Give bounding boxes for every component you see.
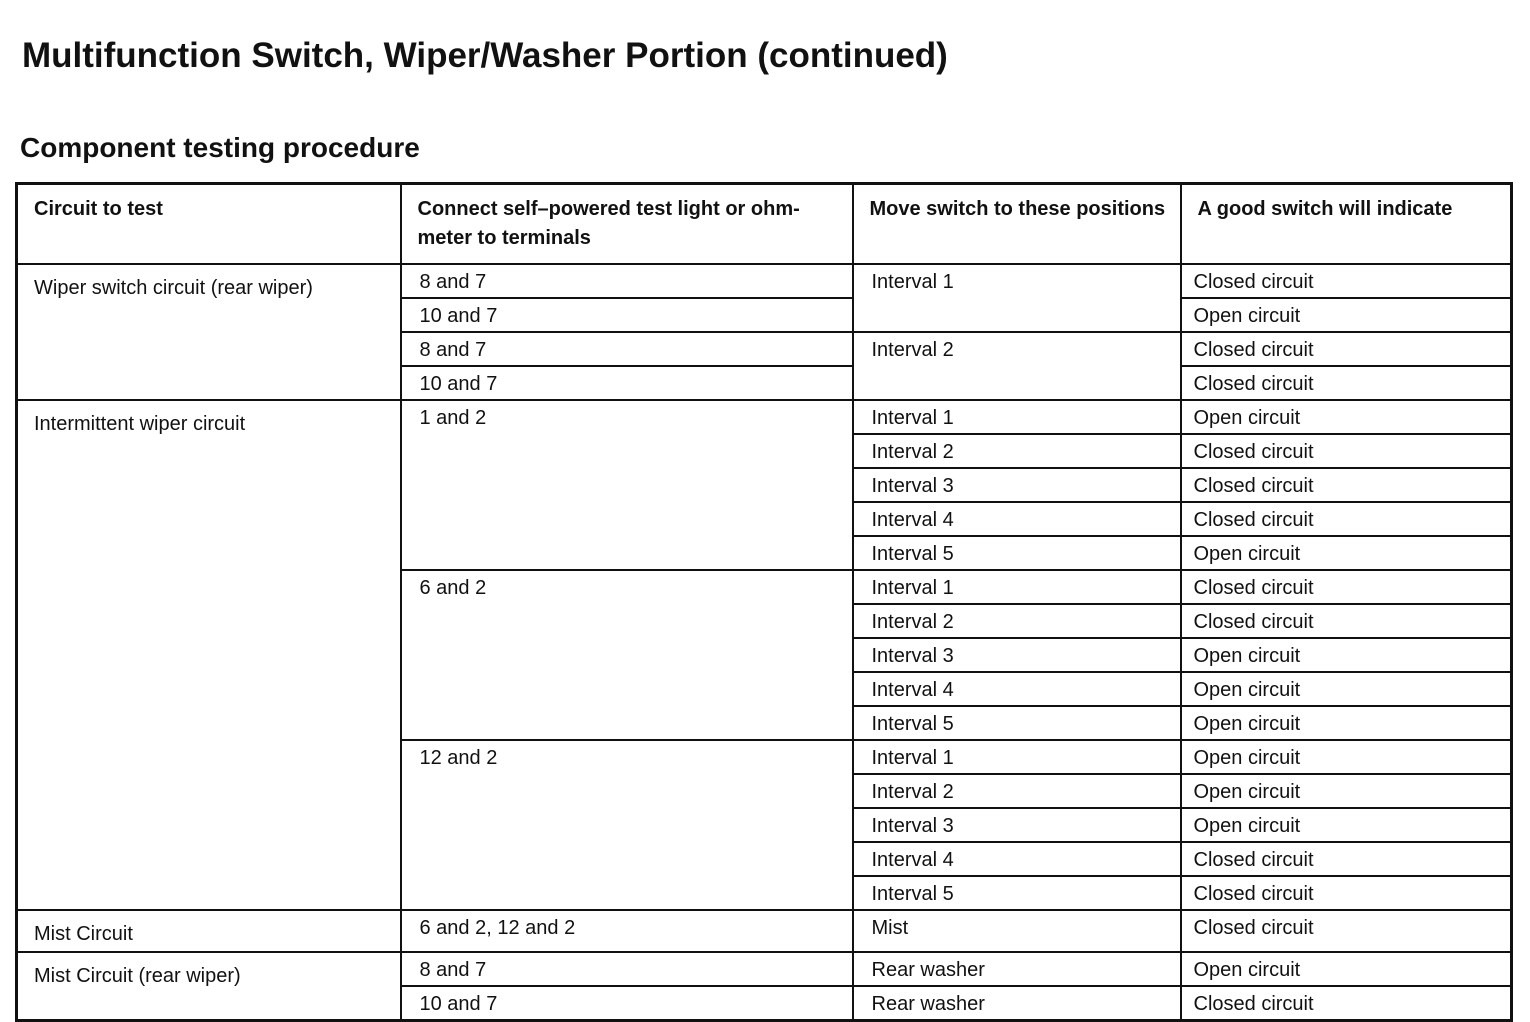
- position-cell: Interval 5: [853, 876, 1181, 910]
- terminals-cell: 10 and 7: [401, 986, 853, 1021]
- terminals-cell: 6 and 2: [401, 570, 853, 740]
- result-cell: Open circuit: [1181, 536, 1512, 570]
- terminals-cell: 8 and 7: [401, 264, 853, 298]
- result-cell: Closed circuit: [1181, 570, 1512, 604]
- result-cell: Open circuit: [1181, 774, 1512, 808]
- position-cell: Interval 1: [853, 740, 1181, 774]
- result-cell: Open circuit: [1181, 298, 1512, 332]
- table-row: [17, 264, 1512, 298]
- position-cell: Interval 3: [853, 808, 1181, 842]
- result-cell: Open circuit: [1181, 638, 1512, 672]
- result-cell: Open circuit: [1181, 808, 1512, 842]
- position-cell: Interval 3: [853, 468, 1181, 502]
- circuit-cell: Wiper switch circuit (rear wiper): [17, 264, 401, 400]
- result-cell: Closed circuit: [1181, 842, 1512, 876]
- position-cell: Interval 1: [853, 264, 1181, 332]
- table-row: [17, 952, 1512, 986]
- header-circuit: Circuit to test: [17, 184, 401, 265]
- result-cell: Closed circuit: [1181, 604, 1512, 638]
- circuit-cell: Mist Circuit (rear wiper): [17, 952, 401, 1021]
- result-cell: Closed circuit: [1181, 332, 1512, 366]
- terminals-cell: 10 and 7: [401, 366, 853, 400]
- header-position: Move switch to these positions: [853, 184, 1181, 265]
- position-cell: Interval 5: [853, 706, 1181, 740]
- circuit-cell: Mist Circuit: [17, 910, 401, 952]
- header-row: [17, 184, 1512, 265]
- result-cell: Open circuit: [1181, 672, 1512, 706]
- table-row: [17, 400, 1512, 434]
- terminals-cell: 6 and 2, 12 and 2: [401, 910, 853, 952]
- terminals-cell: 12 and 2: [401, 740, 853, 910]
- position-cell: Interval 5: [853, 536, 1181, 570]
- terminals-cell: 8 and 7: [401, 332, 853, 366]
- result-cell: Open circuit: [1181, 740, 1512, 774]
- position-cell: Rear washer: [853, 952, 1181, 986]
- position-cell: Interval 2: [853, 774, 1181, 808]
- position-cell: Interval 4: [853, 842, 1181, 876]
- position-cell: Interval 1: [853, 570, 1181, 604]
- result-cell: Closed circuit: [1181, 502, 1512, 536]
- position-cell: Interval 2: [853, 434, 1181, 468]
- page-title: Multifunction Switch, Wiper/Washer Portion (continued): [22, 36, 948, 75]
- result-cell: Closed circuit: [1181, 986, 1512, 1021]
- header-indicate: A good switch will indicate: [1181, 184, 1512, 265]
- result-cell: Open circuit: [1181, 706, 1512, 740]
- position-cell: Interval 4: [853, 502, 1181, 536]
- result-cell: Open circuit: [1181, 952, 1512, 986]
- terminals-cell: 1 and 2: [401, 400, 853, 570]
- result-cell: Open circuit: [1181, 400, 1512, 434]
- position-cell: Interval 1: [853, 400, 1181, 434]
- table-row: [17, 910, 1512, 952]
- position-cell: Rear washer: [853, 986, 1181, 1021]
- position-cell: Interval 2: [853, 332, 1181, 400]
- result-cell: Closed circuit: [1181, 264, 1512, 298]
- section-subtitle: Component testing procedure: [20, 132, 420, 163]
- position-cell: Interval 2: [853, 604, 1181, 638]
- header-terminals: Connect self–powered test light or ohm-meter to terminals: [401, 184, 853, 265]
- position-cell: Interval 3: [853, 638, 1181, 672]
- terminals-cell: 8 and 7: [401, 952, 853, 986]
- result-cell: Closed circuit: [1181, 434, 1512, 468]
- terminals-cell: 10 and 7: [401, 298, 853, 332]
- result-cell: Closed circuit: [1181, 876, 1512, 910]
- result-cell: Closed circuit: [1181, 468, 1512, 502]
- circuit-cell: Intermittent wiper circuit: [17, 400, 401, 910]
- result-cell: Closed circuit: [1181, 366, 1512, 400]
- component-test-table: [15, 182, 1513, 1022]
- result-cell: Closed circuit: [1181, 910, 1512, 952]
- position-cell: Mist: [853, 910, 1181, 952]
- position-cell: Interval 4: [853, 672, 1181, 706]
